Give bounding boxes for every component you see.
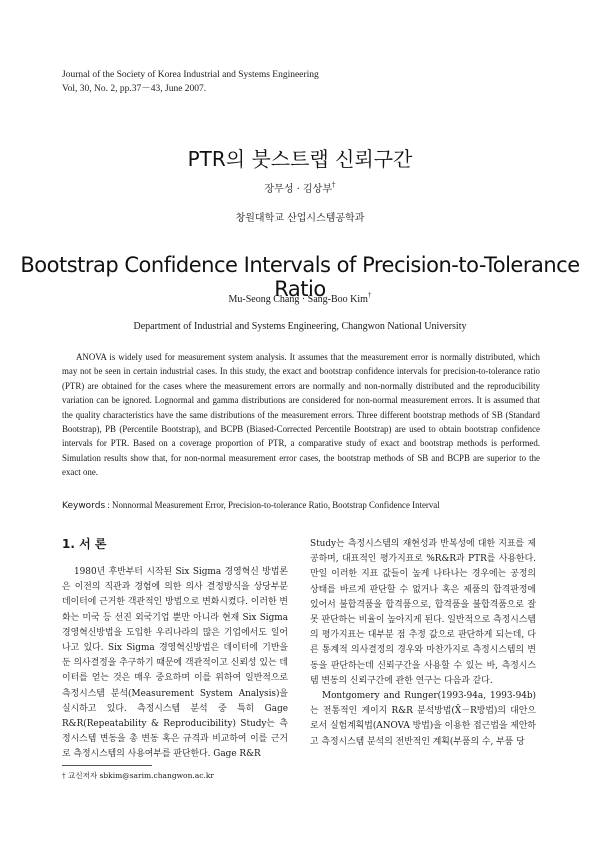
abstract: ANOVA is widely used for measurement system analysis. It assumes that the measurement error is normally distributed, which may not be seen in certain industrial cases. In this study, the exact and bootstrap confidence intervals for precision-to-tolerance ratio (PTR) are obtained for the cases where the measurement errors are normally and non-normally distributed and the reproducibility variation can be ignored. Lognormal and gamma distributions are considered for non-normal measurement errors. It is assumed that the quality characteristics have the same distributions of the measurement errors. Three different bootstrap methods of SB (Standard Bootstrap), PB (Percentile Bootstrap), and BCPB (Biased-Corrected Percentile Bootstrap) are used to obtain bootstrap confidence intervals for PTR. Based on a coverage proportion of PTR, a comparative study of exact and bootstrap methods is performed. Simulation results show that, for non-normal measurement error cases, the bootstrap methods of SB and BCPB are superior to the exact one. (62, 352, 540, 478)
journal-citation (62, 68, 319, 96)
corresponding-author-mark: † (332, 181, 336, 189)
left-column (62, 537, 288, 763)
keywords-text: : Nonnormal Measurement Error, Precision-to-tolerance Ratio, Bootstrap Confidence Interval (105, 500, 440, 510)
right-column (310, 537, 536, 750)
english-affiliation: Department of Industrial and Systems Engineering, Changwon National University (133, 321, 467, 332)
intro-paragraph-1: 1980년 후반부터 시작된 Six Sigma 경영혁신 방법론은 이전의 직관과 경험에 의한 의사 결정방식을 상당부분 데이터에 근거한 객관적인 방법으로 변화시켰다. 이러한 변화는 미국 등 선진 외국기업 뿐만 아니라 현재 Six Sigma 경영혁신방법을 도입한 우리나라의 많은 기업에서도 일어나고 있다. Six Sigma 경영혁신방법은 데이터에 기반을 둔 의사결정을 추구하기 때문에 객관적이고 신뢰성 있는 데이터를 얻는 것은 매우 중요하며 이를 위하여 일반적으로 측정시스템 분석(Measurement System Analysis)을 실시하고 있다. 측정시스템 분석 중 특히 Gage R&R(Repeatability & Reproducibility) Study는 측정시스템 변동을 총 변동 혹은 규격과 비교하여 이를 근거로 측정시스템의 사용여부를 판단한다. Gage R&R (62, 567, 288, 760)
korean-author-names: 장무성 · 김상부 (264, 184, 332, 195)
english-corresponding-author-mark: † (367, 291, 372, 299)
keywords (62, 500, 540, 511)
footnote-divider (62, 765, 152, 766)
keywords-label: Keywords (62, 501, 106, 511)
english-title: Bootstrap Confidence Intervals of Precision-to-Tolerance Ratio (20, 253, 580, 301)
journal-name: Journal of the Society of Korea Industrial and Systems Engineering (62, 70, 319, 80)
footnote-corresponding-author: † 교신저자 sbkim@sarim.changwon.ac.kr (62, 771, 214, 780)
english-authors (0, 291, 600, 305)
english-author-names: Mu-Seong Chang · Sang-Boo Kim (228, 294, 368, 305)
korean-title: PTR의 붓스트랩 신뢰구간 (187, 147, 413, 171)
intro-paragraph-2: Study는 측정시스템의 재현성과 반복성에 대한 지표를 제공하며, 대표적인 평가지표로 %R&R과 PTR를 사용한다. 만일 이러한 지표 값들이 높게 나타나는 경우에는 공정의 상태를 바르게 판단할 수 없거나 혹은 제품의 합격판정에 있어서 불합격품을 합격품으로, 합격품을 불합격품으로 잘못 판단하는 비율이 높아지게 된다. 일반적으로 측정시스템의 평가지표는 대부분 점 추정 값으로 판단하게 되는데, 다른 통계적 의사결정의 경우와 마찬가지로 측정시스템의 변동을 판단하는데 신뢰구간을 사용할 수 있는 바, 측정시스템 변동의 신뢰구간에 관한 연구는 다음과 같다. (310, 539, 536, 686)
section-heading: 1. 서 론 (62, 537, 107, 551)
intro-paragraph-3: Montgomery and Runger(1993-94a, 1993-94b)는 전통적인 게이지 R&R 분석방법(X̄－R방법)의 대안으로서 실험계획법(ANOVA 방법)을 이용한 접근법을 제안하고 측정시스템 분석의 전반적인 계획(부품의 수, 부품 당 (310, 691, 537, 747)
journal-volume: Vol, 30, No. 2, pp.37－43, June 2007. (62, 84, 207, 94)
korean-affiliation: 창원대학교 산업시스템공학과 (235, 213, 365, 224)
korean-authors (0, 180, 600, 195)
